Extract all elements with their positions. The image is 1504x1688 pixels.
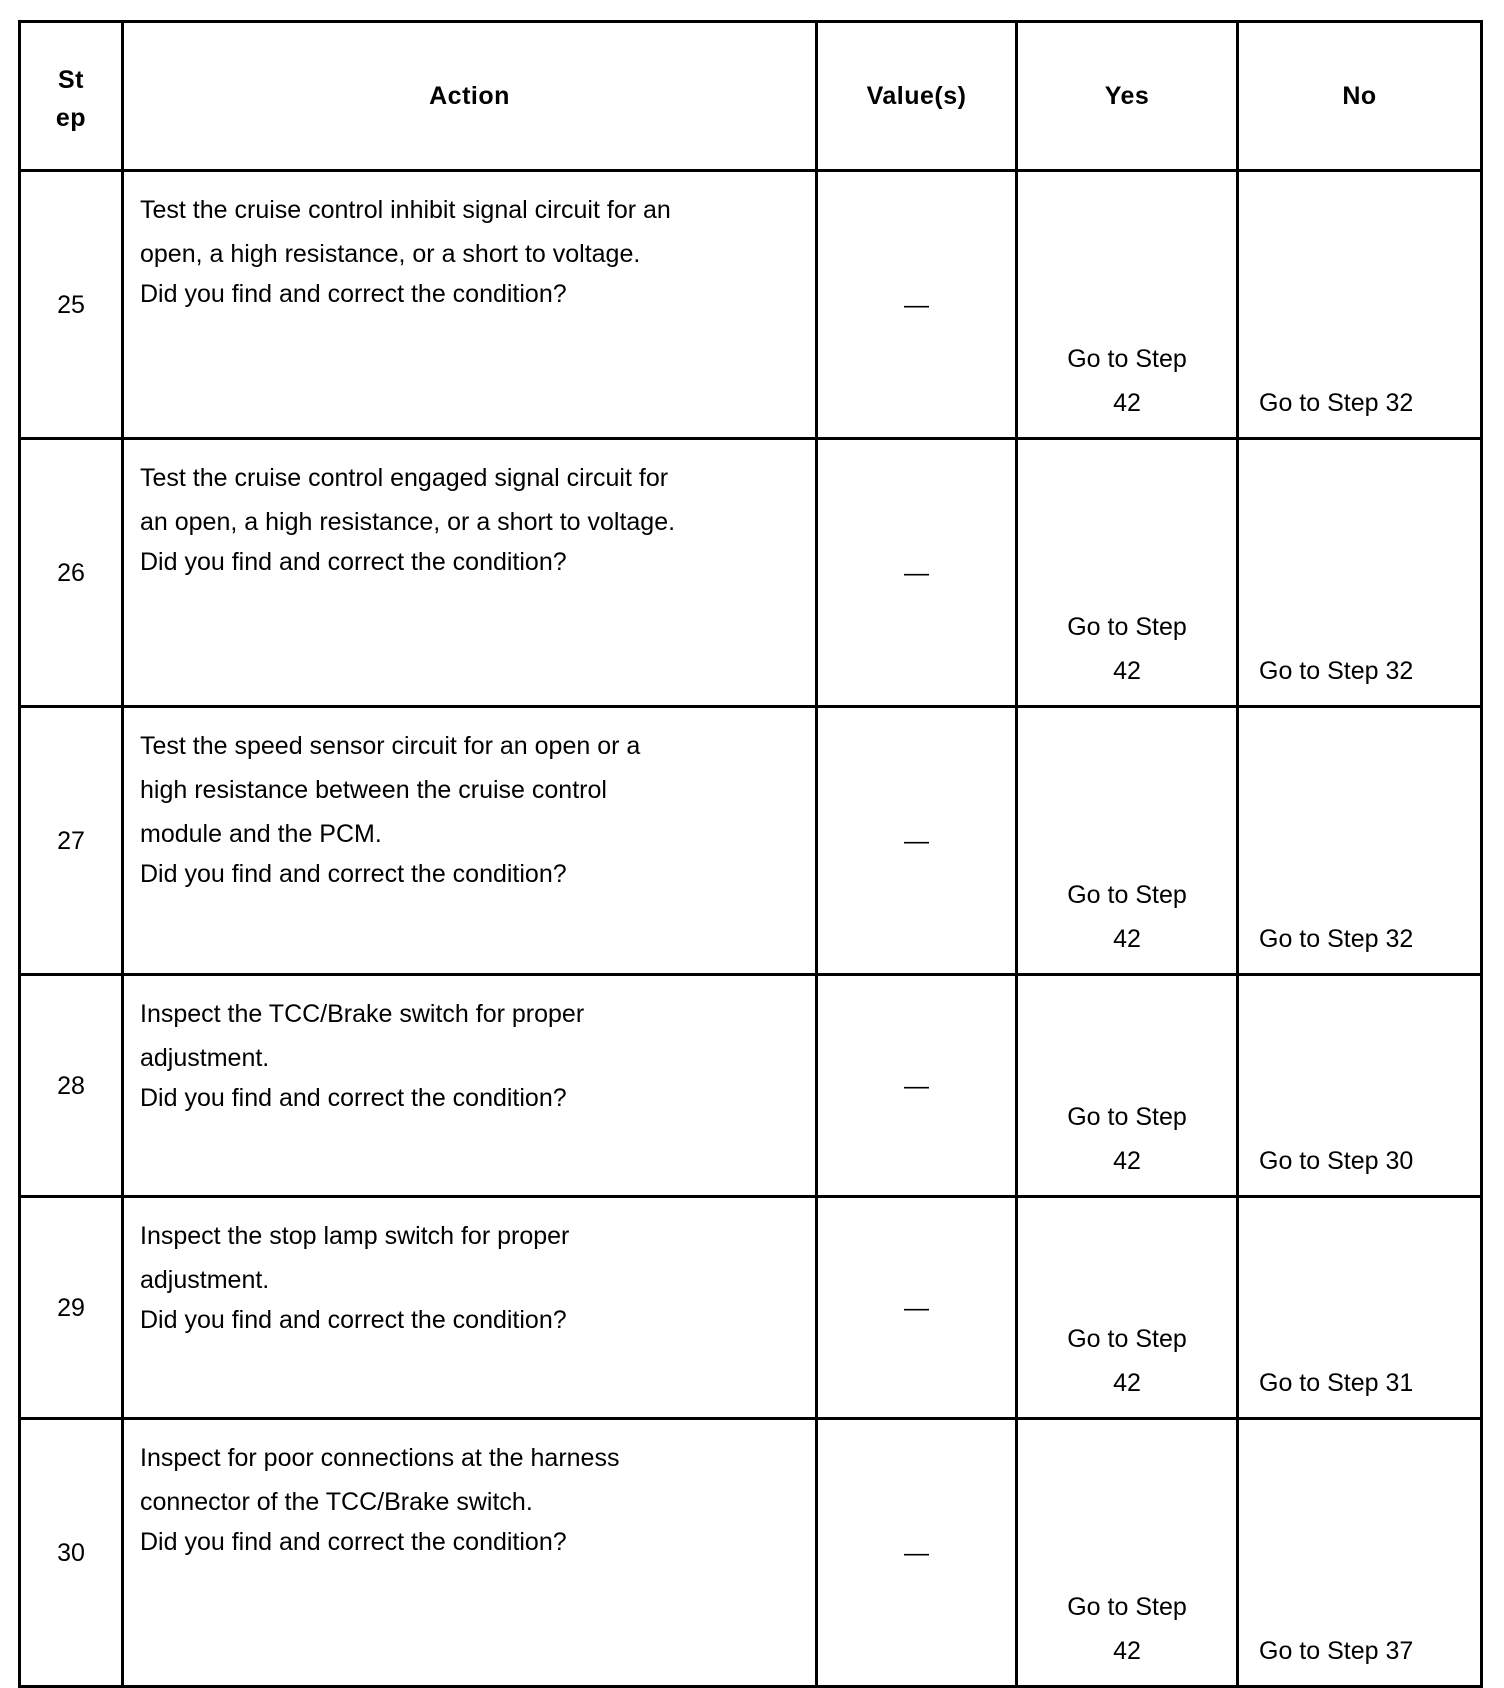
- action-text-line: Test the cruise control inhibit signal circuit for an: [140, 196, 671, 224]
- no-go-to-step: Go to Step 32: [1238, 439, 1482, 707]
- value-cell: [817, 707, 1017, 975]
- diagnostic-table-container: [18, 20, 1480, 1688]
- yes-cell: [1017, 1419, 1238, 1687]
- action-text-line: adjustment.: [140, 1266, 270, 1294]
- no-go-to-step: Go to Step 31: [1238, 1197, 1482, 1419]
- value-dash: —: [904, 1538, 929, 1567]
- action-text-line: Inspect the TCC/Brake switch for proper: [140, 1000, 585, 1028]
- yes-go-to-step: Go to Step 42: [1067, 613, 1187, 685]
- action-text-line: Inspect for poor connections at the harness: [140, 1444, 620, 1472]
- table-row: [20, 975, 1482, 1197]
- value-dash: —: [904, 290, 929, 319]
- value-cell: [817, 1197, 1017, 1419]
- value-cell: [817, 1419, 1017, 1687]
- action-cell: [123, 171, 817, 439]
- yes-go-to-step: Go to Step 42: [1067, 345, 1187, 417]
- yes-cell: [1017, 975, 1238, 1197]
- action-text-line: Test the speed sensor circuit for an open or a: [140, 732, 641, 760]
- no-go-to-step: Go to Step 37: [1238, 1419, 1482, 1687]
- action-text-line: open, a high resistance, or a short to voltage.: [140, 240, 641, 268]
- action-cell: [123, 1197, 817, 1419]
- action-text-line: Inspect the stop lamp switch for proper: [140, 1222, 570, 1250]
- step-header-line-2: ep: [55, 104, 87, 132]
- action-question: Did you find and correct the condition?: [140, 860, 567, 888]
- action-text-line: Test the cruise control engaged signal circuit for: [140, 464, 669, 492]
- value-dash: —: [904, 1293, 929, 1322]
- yes-go-to-step: Go to Step 42: [1067, 1325, 1187, 1397]
- step-column-header: [20, 22, 123, 171]
- action-text-line: high resistance between the cruise control: [140, 776, 607, 804]
- yes-cell: [1017, 1197, 1238, 1419]
- yes-cell: [1017, 171, 1238, 439]
- diagnostic-steps-table: [18, 20, 1483, 1688]
- action-column-header: Action: [123, 22, 817, 171]
- values-column-header: Value(s): [817, 22, 1017, 171]
- action-question: Did you find and correct the condition?: [140, 1528, 567, 1556]
- table-row: [20, 171, 1482, 439]
- action-text-line: an open, a high resistance, or a short to voltage.: [140, 508, 676, 536]
- no-column-header: No: [1238, 22, 1482, 171]
- action-cell: [123, 975, 817, 1197]
- action-question: Did you find and correct the condition?: [140, 1306, 567, 1334]
- step-number-cell: 25: [20, 171, 123, 439]
- yes-column-header: Yes: [1017, 22, 1238, 171]
- yes-cell: [1017, 707, 1238, 975]
- action-text-line: adjustment.: [140, 1044, 270, 1072]
- value-cell: [817, 439, 1017, 707]
- step-number-cell: 27: [20, 707, 123, 975]
- table-row: [20, 439, 1482, 707]
- value-cell: [817, 171, 1017, 439]
- action-question: Did you find and correct the condition?: [140, 1084, 567, 1112]
- table-body: [20, 171, 1482, 1687]
- yes-go-to-step: Go to Step 42: [1067, 1103, 1187, 1175]
- action-cell: [123, 439, 817, 707]
- yes-cell: [1017, 439, 1238, 707]
- value-dash: —: [904, 558, 929, 587]
- no-go-to-step: Go to Step 32: [1238, 171, 1482, 439]
- action-text-line: connector of the TCC/Brake switch.: [140, 1488, 533, 1516]
- no-go-to-step: Go to Step 32: [1238, 707, 1482, 975]
- table-row: [20, 1419, 1482, 1687]
- table-row: [20, 707, 1482, 975]
- step-number-cell: 26: [20, 439, 123, 707]
- action-question: Did you find and correct the condition?: [140, 280, 567, 308]
- table-row: [20, 1197, 1482, 1419]
- table-header-row: [20, 22, 1482, 171]
- action-cell: [123, 1419, 817, 1687]
- no-go-to-step: Go to Step 30: [1238, 975, 1482, 1197]
- action-question: Did you find and correct the condition?: [140, 548, 567, 576]
- yes-go-to-step: Go to Step 42: [1067, 1593, 1187, 1665]
- step-number-cell: 30: [20, 1419, 123, 1687]
- value-cell: [817, 975, 1017, 1197]
- value-dash: —: [904, 1071, 929, 1100]
- action-text-line: module and the PCM.: [140, 820, 382, 848]
- value-dash: —: [904, 826, 929, 855]
- action-cell: [123, 707, 817, 975]
- step-number-cell: 29: [20, 1197, 123, 1419]
- step-header-line-1: St: [58, 66, 84, 94]
- step-number-cell: 28: [20, 975, 123, 1197]
- yes-go-to-step: Go to Step 42: [1067, 881, 1187, 953]
